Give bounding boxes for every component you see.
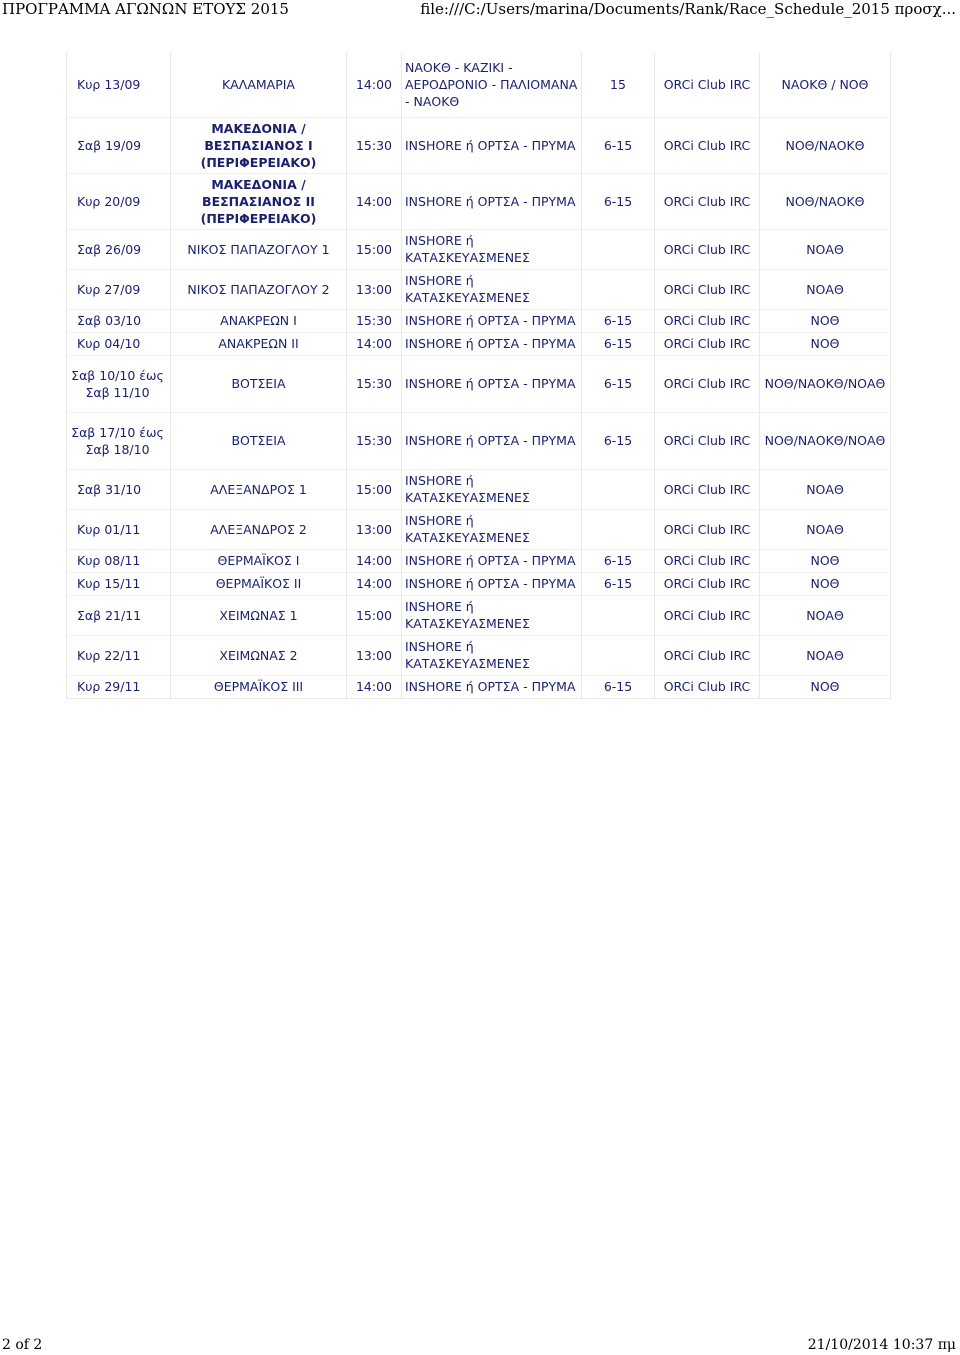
race-organizer: ΝΟΘ/ΝΑΟΚΘ — [760, 173, 891, 229]
race-course: INSHORE ή ΟΡΤΣΑ - ΠΡΥΜΑ — [402, 332, 582, 355]
table-row — [67, 635, 891, 675]
race-class: 15 — [582, 53, 655, 117]
table-row — [67, 509, 891, 549]
race-rating: ORCi Club IRC — [655, 595, 760, 635]
race-date: Σαβ 19/09 — [67, 117, 171, 173]
race-course: INSHORE ή ΚΑΤΑΣΚΕΥΑΣΜΕΝΕΣ — [402, 229, 582, 269]
race-class: 6-15 — [582, 549, 655, 572]
race-course: INSHORE ή ΟΡΤΣΑ - ΠΡΥΜΑ — [402, 309, 582, 332]
race-course: INSHORE ή ΟΡΤΣΑ - ΠΡΥΜΑ — [402, 412, 582, 469]
race-date: Κυρ 22/11 — [67, 635, 171, 675]
race-name: ΧΕΙΜΩΝΑΣ 2 — [171, 635, 347, 675]
race-organizer: ΝΑΟΚΘ / ΝΟΘ — [760, 53, 891, 117]
race-name: ΑΝΑΚΡΕΩΝ Ι — [171, 309, 347, 332]
race-class: 6-15 — [582, 572, 655, 595]
race-organizer: ΝΟΘ — [760, 572, 891, 595]
race-rating: ORCi Club IRC — [655, 675, 760, 698]
table-row — [67, 675, 891, 698]
race-rating: ORCi Club IRC — [655, 509, 760, 549]
print-footer-page: 2 of 2 — [2, 1337, 43, 1353]
race-name: ΘΕΡΜΑΪΚΟΣ ΙΙ — [171, 572, 347, 595]
race-course: INSHORE ή ΟΡΤΣΑ - ΠΡΥΜΑ — [402, 549, 582, 572]
print-header-title: ΠΡΟΓΡΑΜΜΑ ΑΓΩΝΩΝ ΕΤΟΥΣ 2015 — [2, 0, 289, 18]
table-row — [67, 309, 891, 332]
race-time: 13:00 — [347, 509, 402, 549]
race-rating: ORCi Club IRC — [655, 355, 760, 412]
race-rating: ORCi Club IRC — [655, 332, 760, 355]
race-class: 6-15 — [582, 173, 655, 229]
race-course: INSHORE ή ΚΑΤΑΣΚΕΥΑΣΜΕΝΕΣ — [402, 269, 582, 309]
race-time: 15:30 — [347, 117, 402, 173]
race-class: 6-15 — [582, 309, 655, 332]
race-time: 14:00 — [347, 53, 402, 117]
race-time: 14:00 — [347, 332, 402, 355]
race-time: 14:00 — [347, 173, 402, 229]
race-course: INSHORE ή ΟΡΤΣΑ - ΠΡΥΜΑ — [402, 675, 582, 698]
race-name: ΑΛΕΞΑΝΔΡΟΣ 2 — [171, 509, 347, 549]
race-date: Σαβ 26/09 — [67, 229, 171, 269]
table-row — [67, 572, 891, 595]
race-rating: ORCi Club IRC — [655, 469, 760, 509]
table-row — [67, 595, 891, 635]
table-row — [67, 469, 891, 509]
table-row — [67, 549, 891, 572]
table-row — [67, 117, 891, 173]
race-date: Κυρ 20/09 — [67, 173, 171, 229]
race-time: 15:00 — [347, 469, 402, 509]
race-organizer: ΝΟΘ/ΝΑΟΚΘ/ΝΟΑΘ — [760, 412, 891, 469]
race-name: ΑΝΑΚΡΕΩΝ ΙΙ — [171, 332, 347, 355]
race-time: 14:00 — [347, 549, 402, 572]
race-name: ΜΑΚΕΔΟΝΙΑ / ΒΕΣΠΑΣΙΑΝΟΣ ΙΙ (ΠΕΡΙΦΕΡΕΙΑΚΟ) — [171, 173, 347, 229]
race-name: ΘΕΡΜΑΪΚΟΣ Ι — [171, 549, 347, 572]
race-course: ΝΑΟΚΘ - ΚΑΖΙΚΙ - ΑΕΡΟΔΡΟΝΙΟ - ΠΑΛΙΟΜΑΝΑ - ΝΑΟΚΘ — [402, 53, 582, 117]
race-organizer: ΝΟΘ — [760, 332, 891, 355]
race-rating: ORCi Club IRC — [655, 412, 760, 469]
race-date: Σαβ 17/10 έως Σαβ 18/10 — [67, 412, 171, 469]
race-class — [582, 269, 655, 309]
table-row — [67, 173, 891, 229]
race-name: ΜΑΚΕΔΟΝΙΑ / ΒΕΣΠΑΣΙΑΝΟΣ Ι (ΠΕΡΙΦΕΡΕΙΑΚΟ) — [171, 117, 347, 173]
race-organizer: ΝΟΑΘ — [760, 229, 891, 269]
race-date: Κυρ 04/10 — [67, 332, 171, 355]
table-row — [67, 332, 891, 355]
print-header-path: file:///C:/Users/marina/Documents/Rank/Race_Schedule_2015 προσχ... — [420, 0, 956, 18]
race-class — [582, 595, 655, 635]
race-date: Σαβ 10/10 έως Σαβ 11/10 — [67, 355, 171, 412]
race-date: Σαβ 03/10 — [67, 309, 171, 332]
race-date: Κυρ 15/11 — [67, 572, 171, 595]
race-course: INSHORE ή ΟΡΤΣΑ - ΠΡΥΜΑ — [402, 117, 582, 173]
race-date: Σαβ 21/11 — [67, 595, 171, 635]
race-course: INSHORE ή ΚΑΤΑΣΚΕΥΑΣΜΕΝΕΣ — [402, 595, 582, 635]
race-date: Κυρ 13/09 — [67, 53, 171, 117]
race-date: Κυρ 01/11 — [67, 509, 171, 549]
print-footer-datetime: 21/10/2014 10:37 πμ — [807, 1337, 956, 1353]
race-rating: ORCi Club IRC — [655, 309, 760, 332]
race-class: 6-15 — [582, 675, 655, 698]
race-date: Σαβ 31/10 — [67, 469, 171, 509]
race-name: ΝΙΚΟΣ ΠΑΠΑΖΟΓΛΟΥ 2 — [171, 269, 347, 309]
race-organizer: ΝΟΑΘ — [760, 509, 891, 549]
race-rating: ORCi Club IRC — [655, 53, 760, 117]
race-rating: ORCi Club IRC — [655, 117, 760, 173]
table-row — [67, 53, 891, 117]
race-organizer: ΝΟΘ/ΝΑΟΚΘ/ΝΟΑΘ — [760, 355, 891, 412]
race-class — [582, 635, 655, 675]
race-time: 15:30 — [347, 412, 402, 469]
race-organizer: ΝΟΘ — [760, 549, 891, 572]
race-organizer: ΝΟΘ/ΝΑΟΚΘ — [760, 117, 891, 173]
race-time: 15:30 — [347, 355, 402, 412]
race-name: ΚΑΛΑΜΑΡΙΑ — [171, 53, 347, 117]
race-class: 6-15 — [582, 332, 655, 355]
race-course: INSHORE ή ΟΡΤΣΑ - ΠΡΥΜΑ — [402, 355, 582, 412]
race-name: ΑΛΕΞΑΝΔΡΟΣ 1 — [171, 469, 347, 509]
race-time: 14:00 — [347, 675, 402, 698]
race-date: Κυρ 29/11 — [67, 675, 171, 698]
race-class — [582, 229, 655, 269]
race-class: 6-15 — [582, 412, 655, 469]
race-class — [582, 509, 655, 549]
race-class: 6-15 — [582, 117, 655, 173]
race-name: ΘΕΡΜΑΪΚΟΣ ΙΙΙ — [171, 675, 347, 698]
table-row — [67, 229, 891, 269]
race-name: ΧΕΙΜΩΝΑΣ 1 — [171, 595, 347, 635]
table-row — [67, 355, 891, 412]
table-row — [67, 412, 891, 469]
race-time: 15:00 — [347, 229, 402, 269]
race-class: 6-15 — [582, 355, 655, 412]
race-class — [582, 469, 655, 509]
race-time: 14:00 — [347, 572, 402, 595]
race-date: Κυρ 08/11 — [67, 549, 171, 572]
race-date: Κυρ 27/09 — [67, 269, 171, 309]
race-rating: ORCi Club IRC — [655, 635, 760, 675]
race-course: INSHORE ή ΟΡΤΣΑ - ΠΡΥΜΑ — [402, 173, 582, 229]
race-course: INSHORE ή ΚΑΤΑΣΚΕΥΑΣΜΕΝΕΣ — [402, 469, 582, 509]
race-organizer: ΝΟΑΘ — [760, 635, 891, 675]
race-organizer: ΝΟΑΘ — [760, 595, 891, 635]
race-schedule-table — [66, 53, 891, 699]
race-rating: ORCi Club IRC — [655, 572, 760, 595]
race-time: 13:00 — [347, 635, 402, 675]
race-name: ΒΟΤΣΕΙΑ — [171, 412, 347, 469]
race-rating: ORCi Club IRC — [655, 269, 760, 309]
race-course: INSHORE ή ΚΑΤΑΣΚΕΥΑΣΜΕΝΕΣ — [402, 635, 582, 675]
race-organizer: ΝΟΑΘ — [760, 469, 891, 509]
race-time: 13:00 — [347, 269, 402, 309]
race-time: 15:00 — [347, 595, 402, 635]
race-course: INSHORE ή ΚΑΤΑΣΚΕΥΑΣΜΕΝΕΣ — [402, 509, 582, 549]
race-rating: ORCi Club IRC — [655, 229, 760, 269]
race-rating: ORCi Club IRC — [655, 173, 760, 229]
race-organizer: ΝΟΘ — [760, 309, 891, 332]
race-name: ΒΟΤΣΕΙΑ — [171, 355, 347, 412]
race-course: INSHORE ή ΟΡΤΣΑ - ΠΡΥΜΑ — [402, 572, 582, 595]
race-organizer: ΝΟΘ — [760, 675, 891, 698]
race-time: 15:30 — [347, 309, 402, 332]
race-organizer: ΝΟΑΘ — [760, 269, 891, 309]
race-name: ΝΙΚΟΣ ΠΑΠΑΖΟΓΛΟΥ 1 — [171, 229, 347, 269]
race-rating: ORCi Club IRC — [655, 549, 760, 572]
table-row — [67, 269, 891, 309]
